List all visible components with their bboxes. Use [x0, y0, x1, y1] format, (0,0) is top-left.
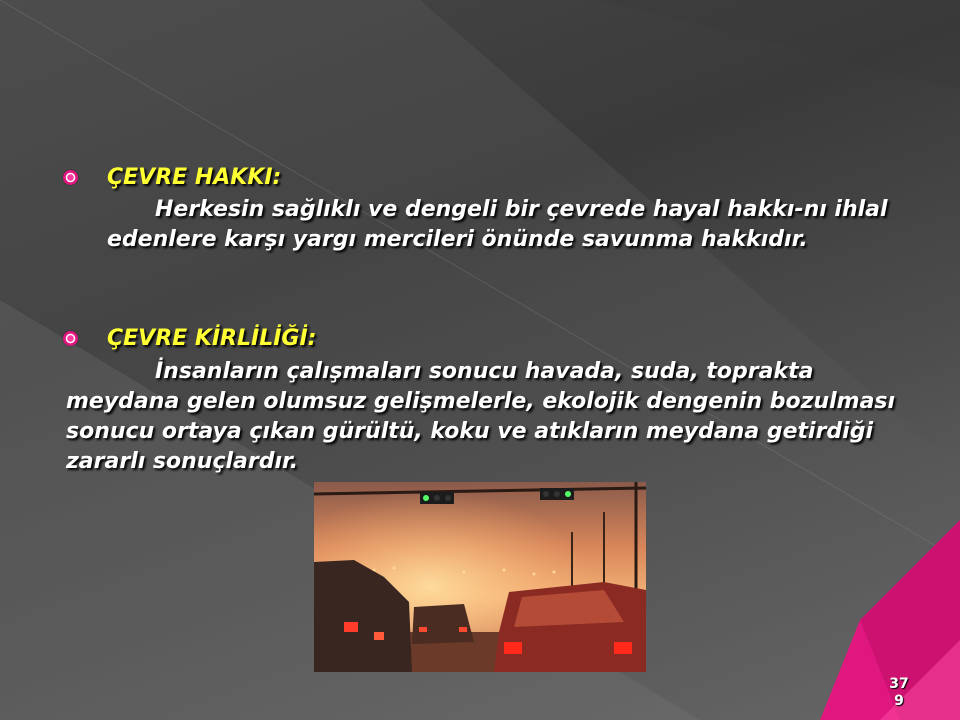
- slide-number: 379: [889, 676, 909, 709]
- body-cevre-kirliligi: İnsanların çalışmaları sonucu havada, suda, toprakta meydana gelen olumsuz gelişmelerle, ekolojik dengenin bozulması sonucu ortaya çıkan gürültü, koku ve atıkların meydana getirdiği zararlı sonuçlardır.: [66, 359, 896, 474]
- heading-cevre-hakki: ÇEVRE HAKKI:: [107, 165, 282, 190]
- body-cevre-hakki: Herkesin sağlıklı ve dengeli bir çevrede hayal hakkı-nı ihlal edenlere karşı yargı mercileri önünde savunma hakkıdır.: [107, 197, 888, 252]
- circle-bullet-icon: [63, 170, 78, 185]
- heading-cevre-kirliligi: ÇEVRE KİRLİLİĞİ:: [107, 326, 317, 351]
- circle-bullet-icon: [63, 331, 78, 346]
- traffic-pollution-photo: [314, 482, 646, 672]
